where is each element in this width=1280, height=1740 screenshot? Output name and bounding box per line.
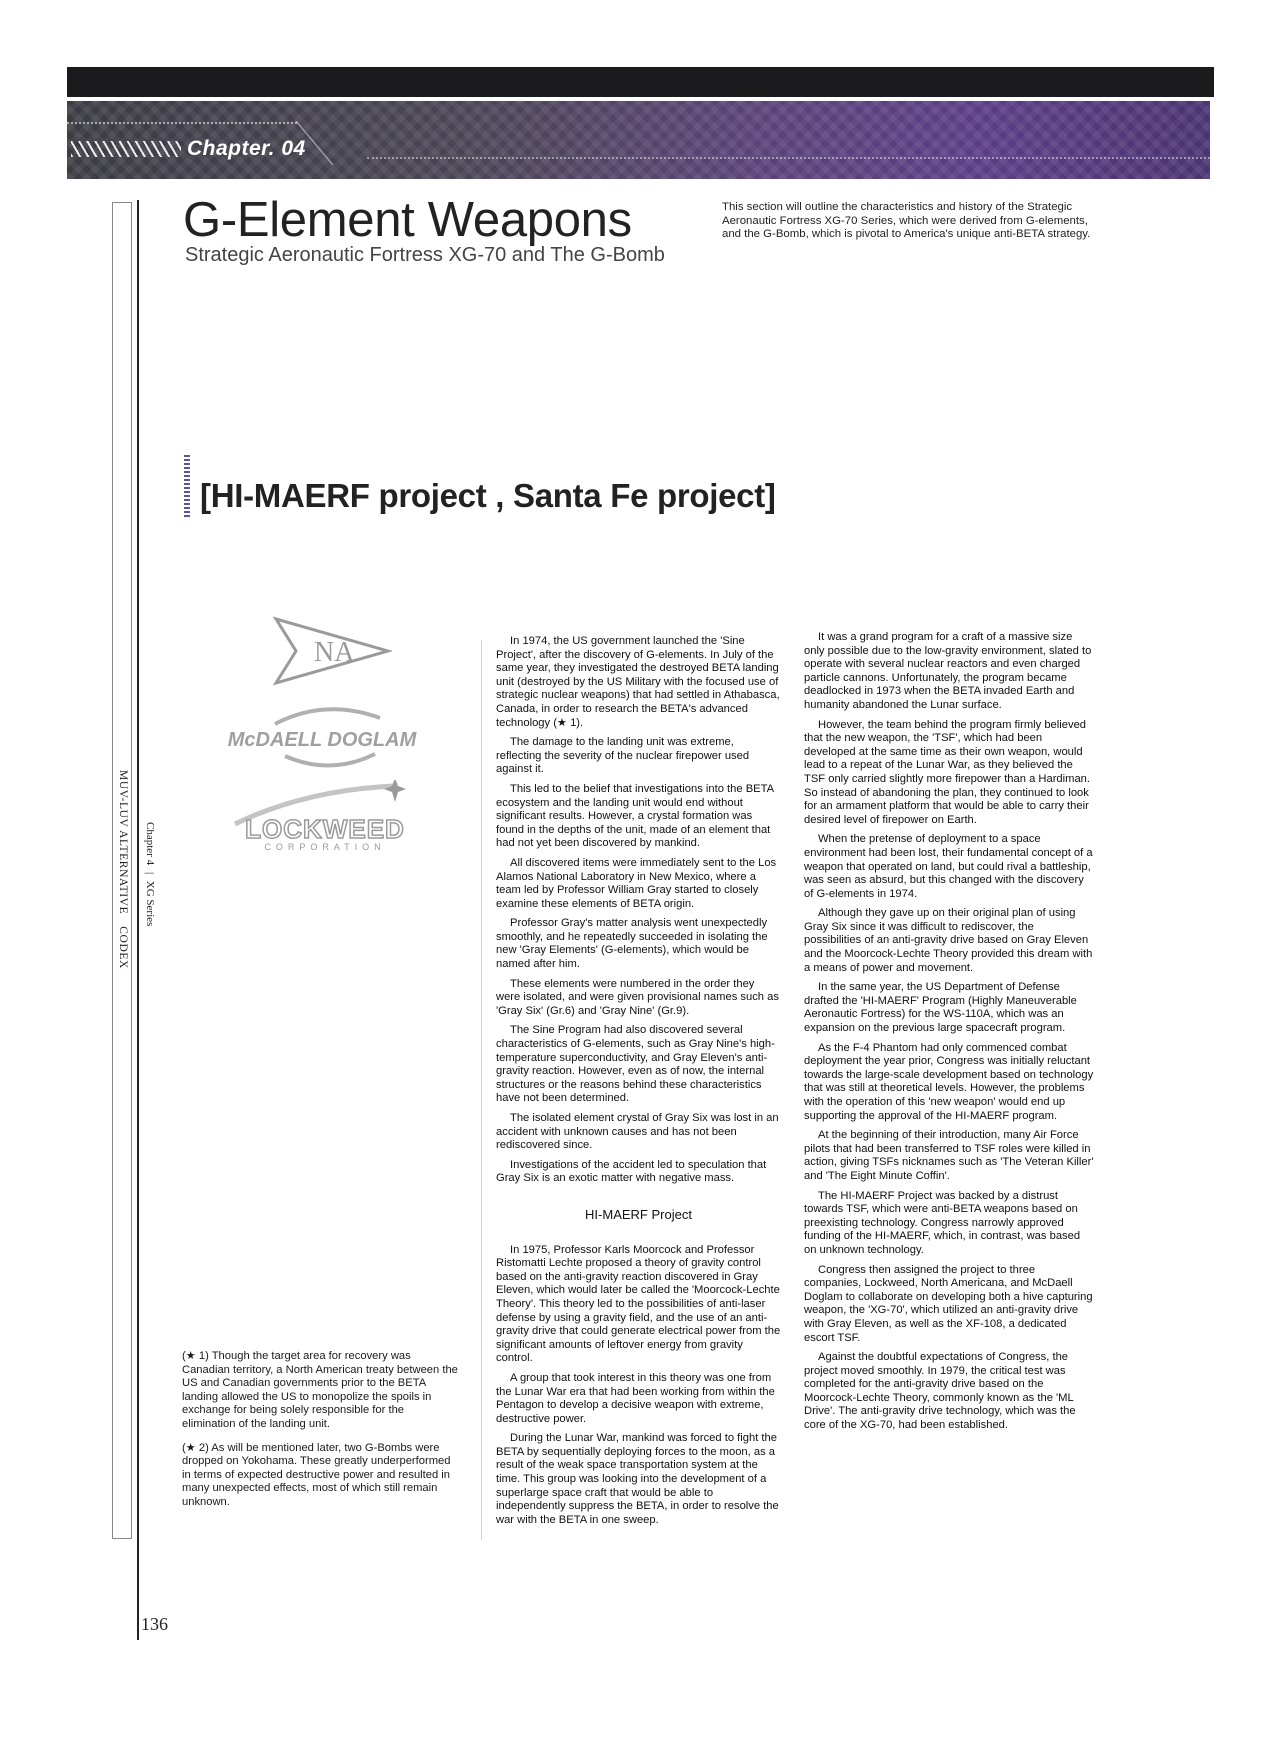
spine-separator: | — [144, 871, 156, 875]
page-number: 136 — [141, 1614, 168, 1634]
paragraph: However, the team behind the program firmly believed that the new weapon, the 'TSF', which had been developed at the same time as their own weapon, would lead to a repeat of the Lunar War, as they believed the TSF only carried slightly more firepower than a Hardiman. So instead of abandoning the plan, they continued to look for an armament platform that would be able to carry their desired level of firepower on Earth. — [804, 718, 1091, 826]
footnotes — [182, 1350, 458, 1520]
banner-hatch-icon — [71, 141, 181, 157]
spine-chapter-info — [144, 822, 156, 926]
paragraph: All discovered items were immediately sent to the Los Alamos National Laboratory in New Mexico, where a team led by Professor William Gray started to closely examine these elements of BETA origin. — [496, 856, 777, 910]
paragraph: During the Lunar War, mankind was forced to fight the BETA by sequentially deploying forces to the moon, as a result of the weak space transportation system at the time. This group was looking into the development of a superlarge space craft that would be able to independently suppress the BETA, in order to resolve the war with the BETA in one sweep. — [496, 1432, 779, 1526]
subsection-heading: HI-MAERF Project — [585, 1206, 692, 1222]
lockweed-logo-subtext: CORPORATION — [264, 842, 386, 852]
chapter-label: Chapter. 04 — [187, 137, 306, 160]
paragraph: Investigations of the accident led to speculation that Gray Six is an exotic matter with negative mass. — [496, 1158, 767, 1185]
paragraph: The HI-MAERF Project was backed by a distrust towards TSF, which were anti-BETA weapons based on preexisting technology. Congress narrowly approved funding of the HI-MAERF, which, in contrast, was based on unknown technology. — [804, 1189, 1081, 1256]
paragraph: The Sine Program had also discovered several characteristics of G-elements, such as Gray Nine's high-temperature superconductivity, and Gray Eleven's anti-gravity reaction. However, even as of now, the internal structures or the reasons behind these characteristics have not been determined. — [496, 1024, 775, 1105]
paragraph: Although they gave up on their original plan of using Gray Six since it was difficult to rediscover, the possibilities of an anti-gravity drive based on Gray Eleven and the Moorcock-Lechte Theory provided this dream with a means of power and movement. — [804, 907, 1093, 974]
page-title: G-Element Weapons — [183, 193, 632, 247]
banner-dotted-line-lower — [367, 157, 1210, 159]
banner-dotted-line — [67, 122, 297, 124]
paragraph: In 1975, Professor Karls Moorcock and Professor Ristomatti Lechte proposed a theory of gravity control based on the anti-gravity reaction discovered in Gray Eleven, which would later be called the 'Moorcock-Lechte Theory'. This theory led to the possibilities of anti-laser defense by using a gravity field, and the use of an anti-gravity drive that could generate electrical power from the significant amounts of leftover energy from gravity control. — [496, 1243, 781, 1365]
section-bar-icon — [184, 455, 190, 518]
paragraph: It was a grand program for a craft of a massive size only possible due to the low-gravity environment, slated to operate with several nuclear reactors and even charged particle cannons. Unfortunately, the program became deadlocked in 1973 when the BETA invaded Earth and humanity abandoned the Lunar surface. — [804, 631, 1092, 711]
paragraph: The isolated element crystal of Gray Six was lost in an accident with unknown causes and has not been rediscovered since. — [496, 1112, 779, 1152]
paragraph: Professor Gray's matter analysis went unexpectedly smoothly, and he repeatedly succeeded in isolating the new 'Gray Elements' (G-elements), which would be named after him. — [496, 917, 768, 971]
mcdaell-doglam-logo — [215, 704, 430, 774]
paragraph: Against the doubtful expectations of Congress, the project moved smoothly. In 1979, the critical test was completed for the anti-gravity drive based on the Moorcock-Lechte Theory, commonly known as the 'ML Drive'. The anti-gravity drive technology, which was the core of the XG-70, had been established. — [804, 1351, 1076, 1432]
north-americana-logo — [272, 615, 392, 687]
paragraph: The damage to the landing unit was extreme, reflecting the severity of the nuclear firepower used against it. — [496, 736, 750, 776]
lockweed-logo-text: LOCKWEED — [245, 814, 405, 844]
paragraph: Congress then assigned the project to three companies, Lockweed, North Americana, and McDaell Doglam to collaborate on developing both a hive capturing weapon, the 'XG-70', which utilized an anti-gravity drive with Gray Eleven, as well as the XF-108, a dedicated escort TSF. — [804, 1263, 1093, 1344]
footnote-2: (★ 2) As will be mentioned later, two G-Bombs were dropped on Yokohama. These greatly underperformed in terms of expected destructive power and resulted in many unexpected effects, most of which still remain unknown. — [182, 1441, 451, 1508]
paragraph: When the pretense of deployment to a space environment had been lost, their fundamental concept of a weapon that operated on land, but could rival a battleship, was seen as absurd, but this changed with the discovery of G-elements in 1974. — [804, 833, 1093, 900]
body-column-1 — [496, 635, 781, 1533]
intro-text: This section will outline the characteristics and history of the Strategic Aeronautic Fortress XG-70 Series, which were derived from G-elements, and the G-Bomb, which is pivotal to America's unique anti-BETA strategy. — [722, 201, 1091, 240]
paragraph: In the same year, the US Department of Defense drafted the 'HI-MAERF' Program (Highly Maneuverable Aeronautic Fortress) for the WS-110A, which was an expansion on the previous large spacecraft program. — [804, 981, 1077, 1035]
paragraph: At the beginning of their introduction, many Air Force pilots that had been transferred to TSF roles were killed in action, giving TSFs nicknames such as 'The Veteran Killer' and 'The Eight Minute Coffin'. — [804, 1129, 1094, 1182]
body-column-2 — [804, 631, 1094, 1439]
header-black-bar — [67, 67, 1214, 97]
lockweed-logo — [225, 780, 425, 852]
paragraph: In 1974, the US government launched the 'Sine Project', after the discovery of G-elements. In July of the same year, they investigated the destroyed BETA landing unit (destroyed by the US Military with the focused use of strategic nuclear weapons) that had settled in Athabasca, Canada, in order to research the BETA's advanced technology (★ 1). — [496, 635, 780, 729]
spine-series: XG Series — [144, 880, 156, 927]
section-heading: [HI-MAERF project , Santa Fe project] — [200, 477, 776, 514]
page-subtitle: Strategic Aeronautic Fortress XG-70 and The G-Bomb — [185, 244, 665, 266]
margin-rule — [137, 200, 139, 1640]
mcdaell-logo-text: McDAELL DOGLAM — [227, 729, 417, 751]
paragraph: A group that took interest in this theory was one from the Lunar War era that had been working from within the Pentagon to develop a decisive weapon with extreme, destructive power. — [496, 1371, 775, 1425]
paragraph: As the F-4 Phantom had only commenced combat deployment the year prior, Congress was initially reluctant towards the large-scale development based on technology that was still at theoretical levels. However, the problems with the operation of this 'new weapon' would end up supporting the approval of the HI-MAERF program. — [804, 1041, 1094, 1122]
na-logo-text: NA — [314, 637, 355, 668]
footnote-1: (★ 1) Though the target area for recovery was Canadian territory, a North American treaty between the US and Canadian governments prior to the BETA landing allowed the US to monopolize the spoils in exchange for being solely responsible for the elimination of the landing unit. — [182, 1350, 458, 1430]
chapter-banner — [67, 101, 1210, 179]
spine-book-title: MUV-LUV ALTERNATIVE CODEX — [117, 770, 129, 969]
paragraph: These elements were numbered in the order they were isolated, and were given provisional names such as 'Gray Six' (Gr.6) and 'Gray Nine' (Gr.9). — [496, 977, 779, 1017]
column-rule — [481, 640, 482, 1540]
spine-chapter: Chapter 4 — [144, 822, 156, 866]
paragraph: This led to the belief that investigations into the BETA ecosystem and the landing unit would end without significant results. However, a crystal formation was found in the depths of the unit, made of an element that had not yet been discovered by mankind. — [496, 782, 774, 850]
